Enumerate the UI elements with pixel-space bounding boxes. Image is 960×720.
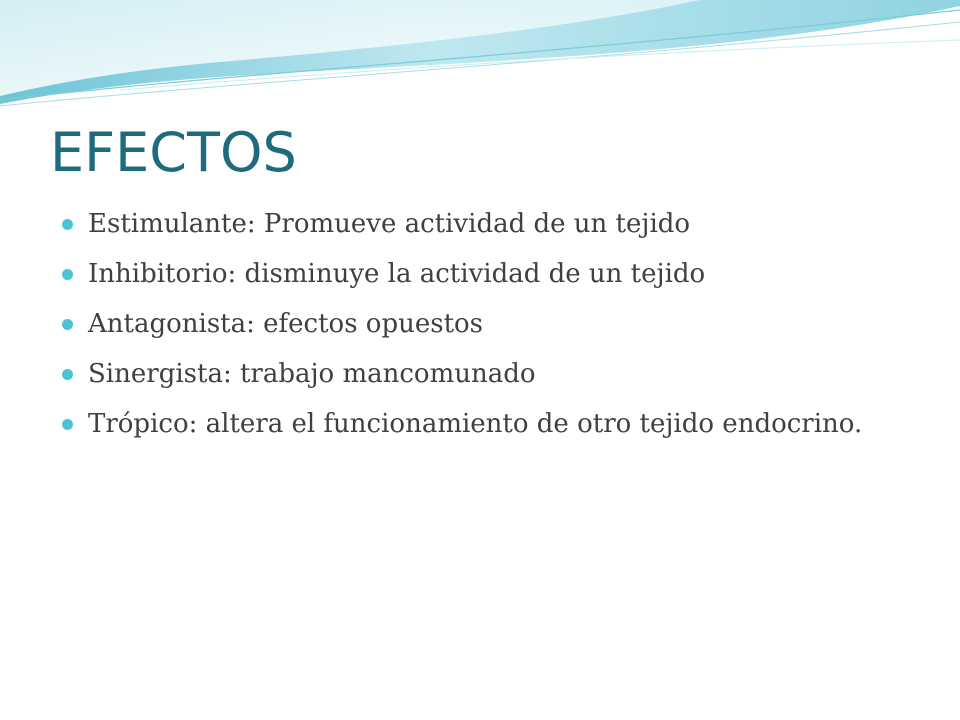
bullet-text: Inhibitorio: disminuye la actividad de un tejido bbox=[88, 259, 706, 289]
bullet-text: Sinergista: trabajo mancomunado bbox=[88, 359, 536, 389]
bullet-text: Antagonista: efectos opuestos bbox=[88, 309, 484, 339]
bullet-item-sinergista bbox=[62, 356, 922, 393]
bullet-dot-icon bbox=[62, 419, 73, 430]
bullet-dot-icon bbox=[62, 219, 73, 230]
bullet-item-tropico bbox=[62, 406, 922, 443]
bullet-text: Estimulante: Promueve actividad de un tejido bbox=[88, 209, 691, 239]
bullet-dot-icon bbox=[62, 369, 73, 380]
bullet-item-inhibitorio bbox=[62, 256, 922, 293]
bullet-dot-icon bbox=[62, 269, 73, 280]
bullet-text: Trópico: altera el funcionamiento de otro tejido endocrino. bbox=[88, 409, 863, 439]
decorative-wave-banner bbox=[0, 0, 960, 120]
bullet-item-antagonista bbox=[62, 306, 922, 343]
bullet-dot-icon bbox=[62, 319, 73, 330]
slide-title: EFECTOS bbox=[50, 121, 297, 184]
bullet-item-estimulante bbox=[62, 206, 922, 243]
bullet-list bbox=[62, 206, 922, 456]
